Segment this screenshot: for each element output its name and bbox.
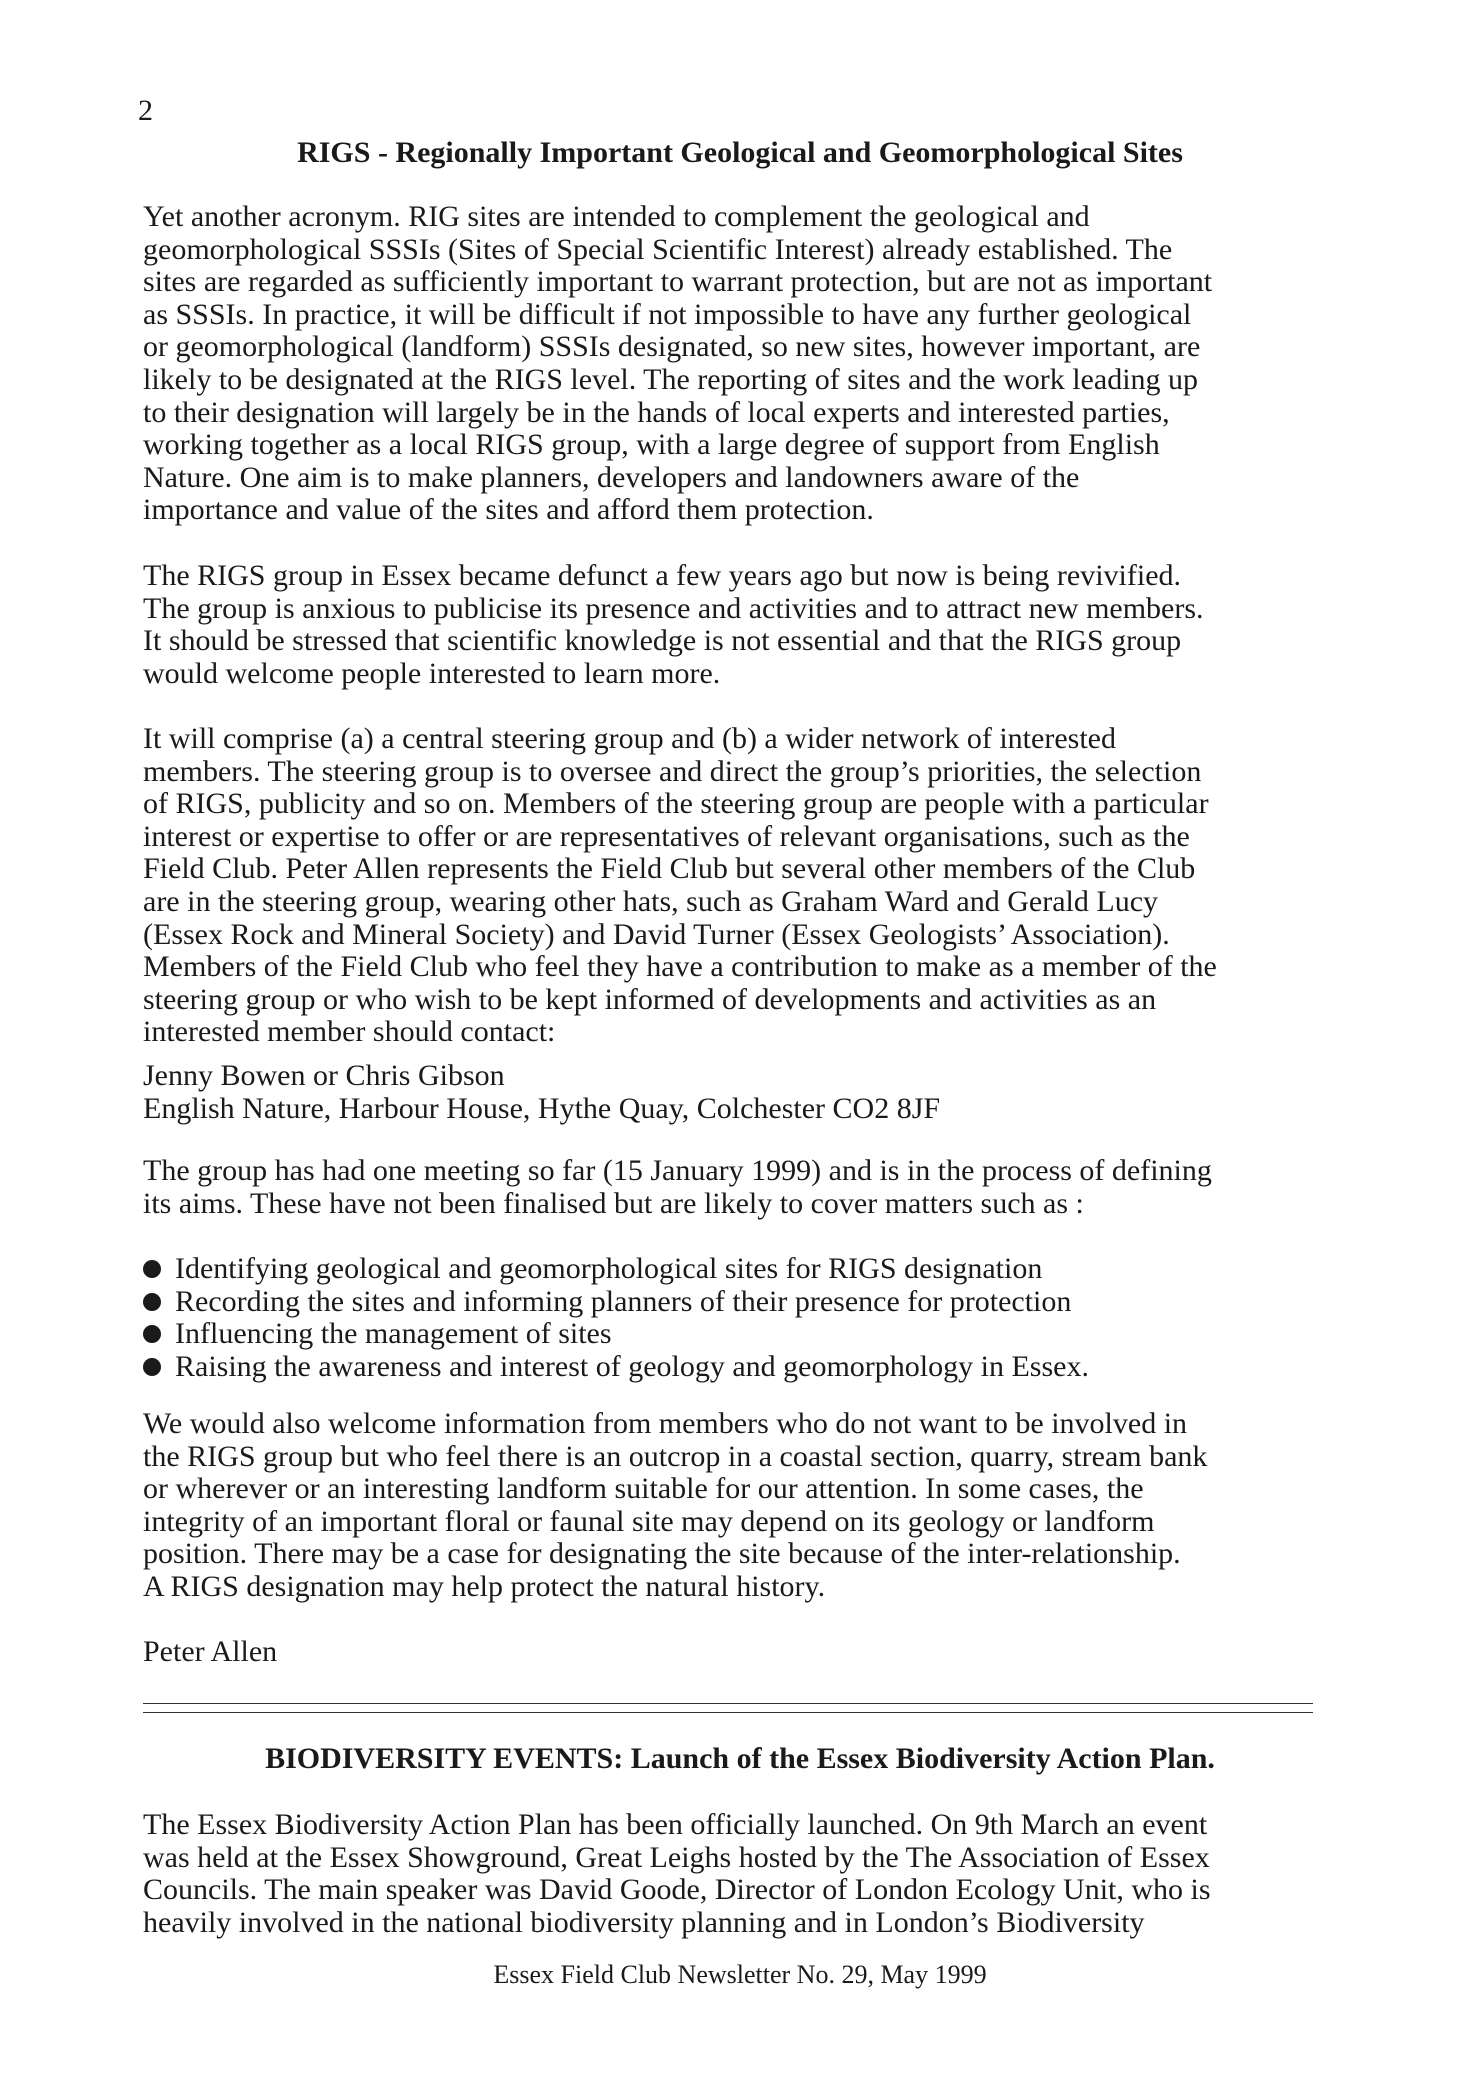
line: The group is anxious to publicise its presence and activities and to attract new members. (143, 591, 1204, 625)
rigs-paragraph-welcome (143, 1408, 1343, 1604)
rigs-paragraph-essex-group (143, 560, 1343, 690)
line: members. The steering group is to oversee and direct the group’s priorities, the selection (143, 754, 1202, 788)
line: Councils. The main speaker was David Goode, Director of London Ecology Unit, who is (143, 1873, 1211, 1907)
biodiversity-paragraph (143, 1809, 1343, 1939)
line: heavily involved in the national biodiversity planning and in London’s Biodiversity (143, 1905, 1145, 1939)
line: or geomorphological (landform) SSSIs designated, so new sites, however important, are (143, 330, 1201, 364)
line: or wherever or an interesting landform suitable for our attention. In some cases, the (143, 1472, 1144, 1506)
list-item-text: Influencing the management of sites (175, 1317, 612, 1350)
line: Nature. One aim is to make planners, developers and landowners aware of the (143, 460, 1080, 494)
rigs-aims-list (143, 1253, 1089, 1383)
line: the RIGS group but who feel there is an outcrop in a coastal section, quarry, stream bank (143, 1439, 1208, 1473)
contact-name: Jenny Bowen or Chris Gibson (143, 1059, 505, 1092)
section-divider-top (143, 1703, 1313, 1704)
line: steering group or who wish to be kept informed of developments and activities as an (143, 982, 1157, 1016)
page-number: 2 (138, 94, 153, 127)
rigs-paragraph-aims (143, 1155, 1343, 1220)
line: would welcome people interested to learn more. (143, 656, 721, 690)
line: Yet another acronym. RIG sites are intended to complement the geological and (143, 200, 1090, 233)
line: (Essex Rock and Mineral Society) and David Turner (Essex Geologists’ Association). (143, 917, 1170, 951)
line: was held at the Essex Showground, Great Leighs hosted by the The Association of Essex (143, 1840, 1210, 1874)
line: interest or expertise to offer or are representatives of relevant organisations, such as the (143, 819, 1190, 853)
list-item (143, 1318, 1089, 1351)
line: The RIGS group in Essex became defunct a few years ago but now is being revivified. (143, 559, 1182, 592)
line: importance and value of the sites and afford them protection. (143, 493, 874, 527)
line: We would also welcome information from members who do not want to be involved in (143, 1407, 1188, 1440)
line: The Essex Biodiversity Action Plan has been officially launched. On 9th March an event (143, 1808, 1208, 1841)
line: Field Club. Peter Allen represents the Field Club but several other members of the Club (143, 852, 1196, 886)
author-name: Peter Allen (143, 1635, 278, 1668)
list-item-text: Identifying geological and geomorphological sites for RIGS designation (175, 1252, 1043, 1285)
bullet-dot-icon (143, 1293, 161, 1311)
line: are in the steering group, wearing other hats, such as Graham Ward and Gerald Lucy (143, 884, 1159, 918)
line: as SSSIs. In practice, it will be difficult if not impossible to have any further geological (143, 297, 1192, 331)
biodiversity-title: BIODIVERSITY EVENTS: Launch of the Essex Biodiversity Action Plan. (265, 1742, 1215, 1775)
list-item-text: Recording the sites and informing planners of their presence for protection (175, 1284, 1072, 1318)
section-divider-bottom (143, 1712, 1313, 1713)
line: geomorphological SSSIs (Sites of Special Scientific Interest) already established. The (143, 232, 1173, 266)
bullet-dot-icon (143, 1358, 161, 1376)
line: The group has had one meeting so far (15 January 1999) and is in the process of defining (143, 1154, 1212, 1187)
line: its aims. These have not been finalised but are likely to cover matters such as : (143, 1186, 1084, 1220)
list-item (143, 1253, 1089, 1286)
line: to their designation will largely be in the hands of local experts and interested parties, (143, 395, 1170, 429)
rigs-paragraph-intro (143, 201, 1343, 527)
list-item-text: Raising the awareness and interest of geology and geomorphology in Essex. (175, 1349, 1089, 1383)
page-footer: Essex Field Club Newsletter No. 29, May 1999 (493, 1960, 987, 1989)
line: interested member should contact: (143, 1015, 556, 1049)
contact-address: English Nature, Harbour House, Hythe Quay, Colchester CO2 8JF (143, 1091, 941, 1125)
rigs-title: RIGS - Regionally Important Geological and Geomorphological Sites (297, 136, 1183, 169)
rigs-paragraph-steering-group (143, 723, 1343, 1049)
rigs-contact (143, 1060, 1343, 1125)
line: working together as a local RIGS group, with a large degree of support from English (143, 428, 1160, 462)
line: of RIGS, publicity and so on. Members of the steering group are people with a particular (143, 787, 1209, 821)
bullet-dot-icon (143, 1260, 161, 1278)
line: It will comprise (a) a central steering group and (b) a wider network of interested (143, 722, 1116, 755)
line: Members of the Field Club who feel they have a contribution to make as a member of the (143, 950, 1217, 984)
bullet-dot-icon (143, 1325, 161, 1343)
line: sites are regarded as sufficiently important to warrant protection, but are not as important (143, 265, 1213, 299)
line: position. There may be a case for designating the site because of the inter-relationship. (143, 1537, 1181, 1571)
line: integrity of an important floral or faunal site may depend on its geology or landform (143, 1504, 1155, 1538)
line: A RIGS designation may help protect the natural history. (143, 1569, 826, 1603)
list-item (143, 1351, 1089, 1384)
rigs-author (143, 1636, 1343, 1669)
line: likely to be designated at the RIGS level. The reporting of sites and the work leading up (143, 362, 1199, 396)
list-item (143, 1286, 1089, 1319)
line: It should be stressed that scientific knowledge is not essential and that the RIGS group (143, 624, 1182, 658)
